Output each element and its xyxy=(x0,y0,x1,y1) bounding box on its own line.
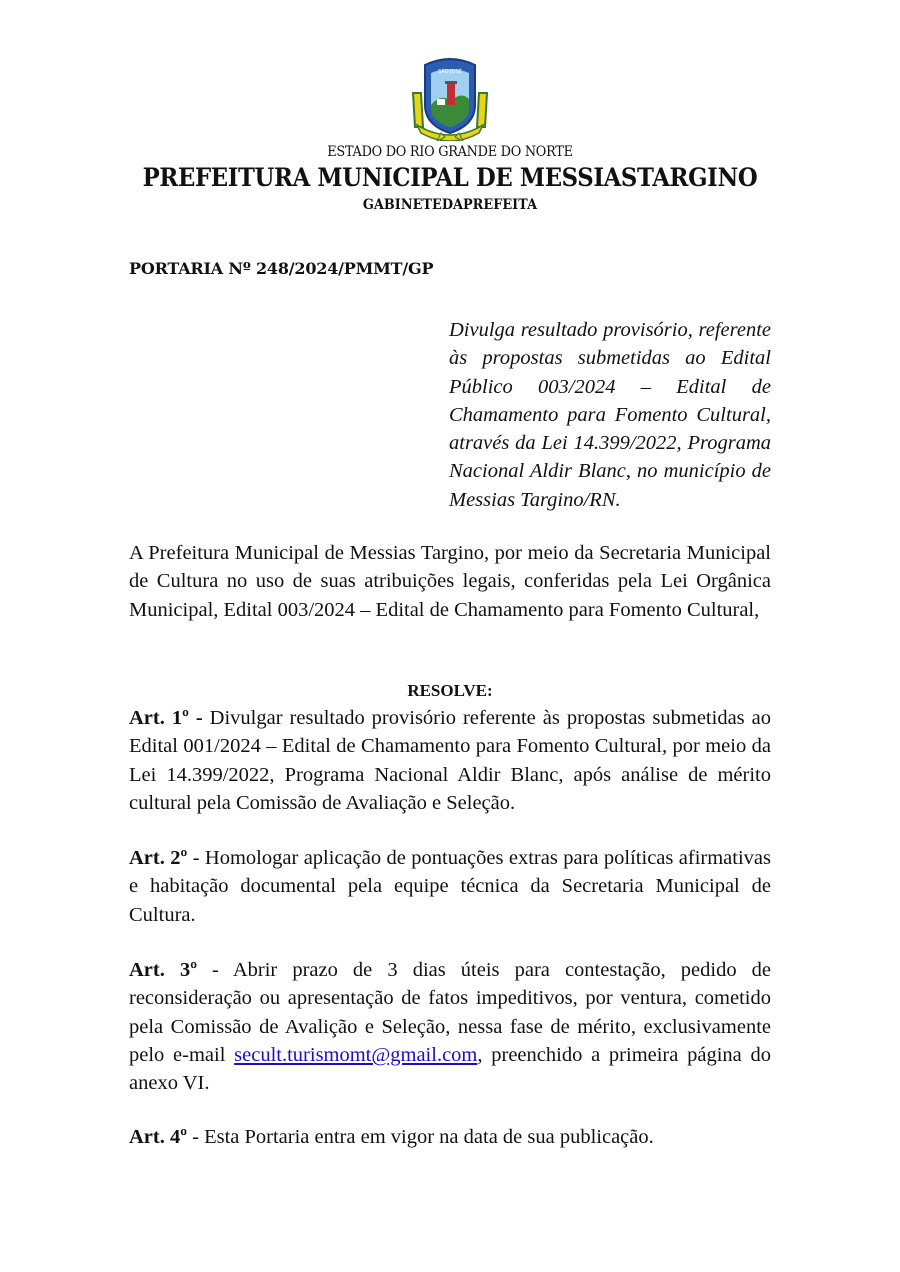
article-3 xyxy=(129,956,771,1097)
ementa-summary: Divulga resultado provisório, referente às propostas submetidas ao Edital Público 003/2024 – Edital de Chamamento para Fomento Cultural, através da Lei 14.399/2022, Programa Nacional Aldir Blanc, no município de Messias Targino/RN. xyxy=(449,319,771,511)
article-label: Art. 1º - xyxy=(129,707,203,729)
office-heading: GABINETEDAPREFEITA xyxy=(362,197,538,213)
article-4 xyxy=(129,1123,771,1151)
article-2 xyxy=(129,844,771,929)
preamble-paragraph: A Prefeitura Municipal de Messias Targino, por meio da Secretaria Municipal de Cultura no uso de suas atribuições legais, conferidas pela Lei Orgânica Municipal, Edital 003/2024 – Edital de Chamamento para Fomento Cultural, xyxy=(129,542,771,621)
article-1 xyxy=(129,704,771,817)
article-text: - Esta Portaria entra em vigor na data de sua publicação. xyxy=(187,1126,654,1148)
article-text: Divulgar resultado provisório referente às propostas submetidas ao Edital 001/2024 – Edital de Chamamento para Fomento Cultural, por meio da Lei 14.399/2022, Programa Nacional Aldir Blanc, após análise de mérito cultural pela Comissão de Avaliação e Seleção. xyxy=(129,707,771,814)
svg-text:SÃO JOSÉ: SÃO JOSÉ xyxy=(438,69,462,75)
resolve-heading: RESOLVE: xyxy=(407,681,493,700)
article-label: Art. 2º xyxy=(129,847,188,869)
email-link[interactable]: secult.turismomt@gmail.com xyxy=(234,1043,478,1066)
municipality-heading: PREFEITURA MUNICIPAL DE MESSIASTARGINO xyxy=(142,163,758,192)
article-text: - Homologar aplicação de pontuações extras para políticas afirmativas e habitação documental pela equipe técnica da Secretaria Municipal de Cultura. xyxy=(129,847,771,926)
article-label: Art. 4º xyxy=(129,1126,187,1148)
article-text: - Abrir prazo de 3 dias úteis para contestação, pedido de reconsideração ou apresentação de fatos impeditivos, por ventura, cometido pela Comissão de Avalição e Seleção, nessa fase de mérito, exclusivamente pelo e-mail xyxy=(129,959,772,1066)
state-heading: ESTADO DO RIO GRANDE DO NORTE xyxy=(327,144,573,160)
portaria-number: PORTARIA Nº 248/2024/PMMT/GP xyxy=(129,259,434,278)
coat-of-arms-icon xyxy=(407,53,493,141)
article-label: Art. 3º xyxy=(129,959,197,981)
article-text-continued: , preenchido a primeira página do anexo VI. xyxy=(129,1043,771,1095)
